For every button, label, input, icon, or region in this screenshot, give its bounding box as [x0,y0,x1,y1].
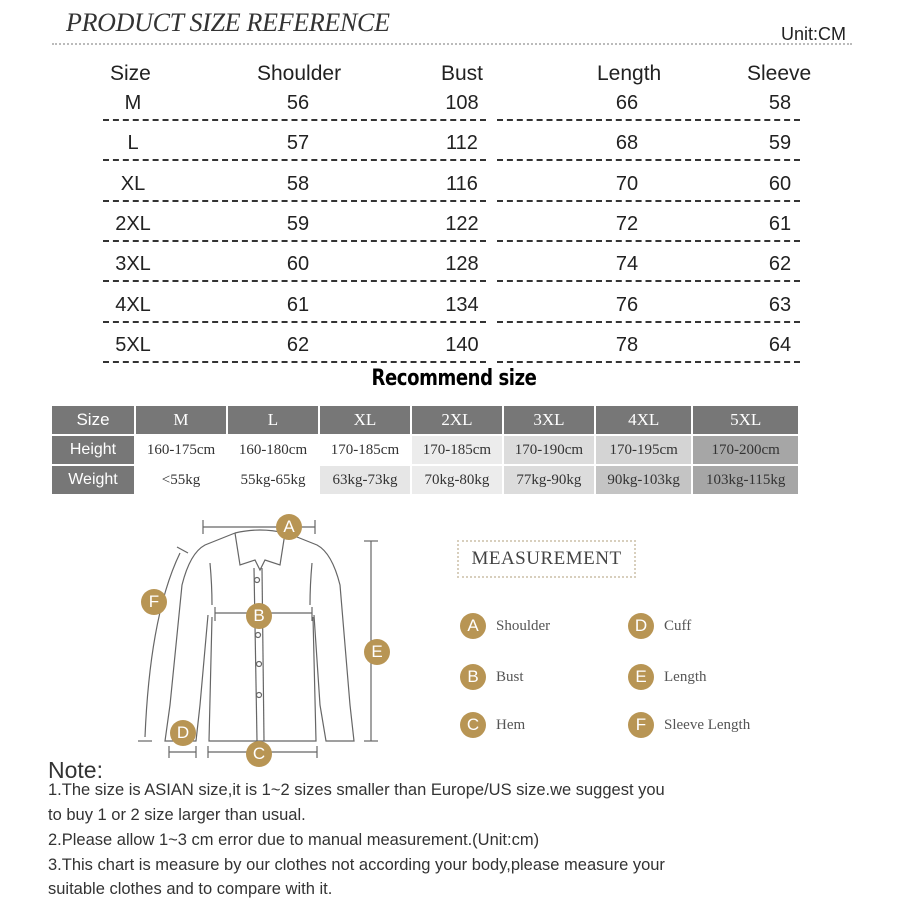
unit-label: Unit:CM [780,24,846,44]
size-table-cell: 72 [615,212,639,235]
size-table-cell: 134 [445,293,479,316]
badge-a-icon: A [460,613,486,639]
recommend-header-row [51,405,799,435]
row-divider [497,361,800,363]
rec-cell: 3XL [503,405,595,435]
size-table-cell: 112 [446,132,478,155]
rec-cell: Size [51,405,135,435]
diagram-badge-d: D [170,720,196,746]
rec-cell: 63kg-73kg [319,465,411,495]
diagram-badge-a: A [276,514,302,540]
rec-cell: 2XL [411,405,503,435]
rec-cell: 170-190cm [503,435,595,465]
size-table-cell: 68 [615,132,639,155]
rec-cell: 4XL [595,405,692,435]
size-table-cell: 122 [445,212,479,235]
size-table-cell: 63 [768,293,792,316]
size-table-cell: 2XL [115,212,151,235]
rec-cell: 170-185cm [411,435,503,465]
legend-sleeve-length [628,712,750,738]
size-table-cell: 57 [286,132,310,155]
size-table-cell: 59 [286,212,310,235]
size-table-cell: 60 [286,253,310,276]
rec-cell: 103kg-115kg [692,465,799,495]
badge-e-icon: E [628,664,654,690]
size-table-cell: 62 [768,253,792,276]
size-table-cell: L [127,132,139,155]
badge-d-icon: D [628,613,654,639]
size-table-cell: 58 [768,92,792,114]
diagram-badge-c: C [246,741,272,767]
size-table-cell: 4XL [115,293,151,316]
legend-label: Cuff [664,617,692,634]
page-title: PRODUCT SIZE REFERENCE [66,8,390,37]
diagram-badge-f: F [141,589,167,615]
recommend-table [50,404,800,496]
rec-cell: 55kg-65kg [227,465,319,495]
col-header-bust: Bust [441,62,484,85]
legend-label: Shoulder [496,617,551,634]
size-table-cell: 58 [286,172,310,195]
row-divider [103,321,486,323]
size-table-cell: 128 [445,253,479,276]
row-divider [103,361,486,363]
recommend-height-row [51,435,799,465]
badge-f-icon: F [628,712,654,738]
size-table-cell: 60 [768,172,792,195]
row-divider [103,200,486,202]
rec-cell: 170-185cm [319,435,411,465]
note-line: to buy 1 or 2 size larger than usual. [48,806,306,824]
legend-label: Bust [496,668,524,685]
rec-cell: Height [51,435,135,465]
note-line: suitable clothes and to compare with it. [48,880,333,898]
diagram-badge-b: B [246,603,272,629]
col-header-size: Size [110,62,151,85]
size-table-cell: 74 [615,253,639,276]
row-divider [497,321,800,323]
size-table-cell: 5XL [115,333,151,356]
rec-cell: 5XL [692,405,799,435]
note-line: 1.The size is ASIAN size,it is 1~2 sizes smaller than Europe/US size.we suggest you [48,781,665,799]
rec-cell: 90kg-103kg [595,465,692,495]
row-divider [103,240,486,242]
size-table-cell: 70 [615,172,639,195]
row-divider [497,119,800,121]
size-table-cell: 61 [768,212,792,235]
col-header-sleeve: Sleeve [747,62,812,85]
size-table-cell: M [124,92,142,114]
note-title: Note: [48,757,103,783]
diagram-badge-e: E [364,639,390,665]
size-table-cell: 108 [445,92,479,114]
legend-label: Length [664,668,707,685]
col-header-shoulder: Shoulder [257,62,342,85]
row-divider [103,280,486,282]
size-table-cell: 3XL [115,253,151,276]
row-divider [497,159,800,161]
rec-cell: Weight [51,465,135,495]
size-table-cell: 140 [445,333,479,356]
col-header-length: Length [597,62,662,85]
row-divider [103,119,486,121]
legend-hem [460,712,525,738]
rec-cell: 77kg-90kg [503,465,595,495]
measurement-title: MEASUREMENT [457,540,636,578]
legend-label: Sleeve Length [664,716,751,733]
size-table-cell: XL [120,172,146,195]
badge-c-icon: C [460,712,486,738]
badge-b-icon: B [460,664,486,690]
recommend-title: Recommend size [371,366,537,391]
rec-cell: 160-180cm [227,435,319,465]
size-table-cell: 59 [768,132,792,155]
legend-shoulder [460,613,550,639]
row-divider [103,159,486,161]
title-divider [52,43,852,45]
rec-cell: XL [319,405,411,435]
rec-cell: <55kg [135,465,227,495]
size-table-cell: 66 [615,92,639,114]
row-divider [497,240,800,242]
size-table-cell: 61 [286,293,310,316]
rec-cell: 170-195cm [595,435,692,465]
legend-length [628,664,707,690]
size-table-cell: 116 [446,172,478,195]
recommend-weight-row [51,465,799,495]
rec-cell: L [227,405,319,435]
row-divider [497,280,800,282]
rec-cell: M [135,405,227,435]
size-table-cell: 62 [286,333,310,356]
size-table-cell: 76 [615,293,639,316]
row-divider [497,200,800,202]
rec-cell: 70kg-80kg [411,465,503,495]
size-table-cell: 56 [286,92,310,114]
legend-cuff [628,613,691,639]
rec-cell: 170-200cm [692,435,799,465]
legend-label: Hem [496,716,526,733]
note-line: 2.Please allow 1~3 cm error due to manual measurement.(Unit:cm) [48,831,540,849]
note-line: 3.This chart is measure by our clothes not according your body,please measure your [48,856,665,874]
size-table-cell: 78 [615,333,639,356]
size-table-cell: 64 [768,333,792,356]
legend-bust [460,664,524,690]
rec-cell: 160-175cm [135,435,227,465]
